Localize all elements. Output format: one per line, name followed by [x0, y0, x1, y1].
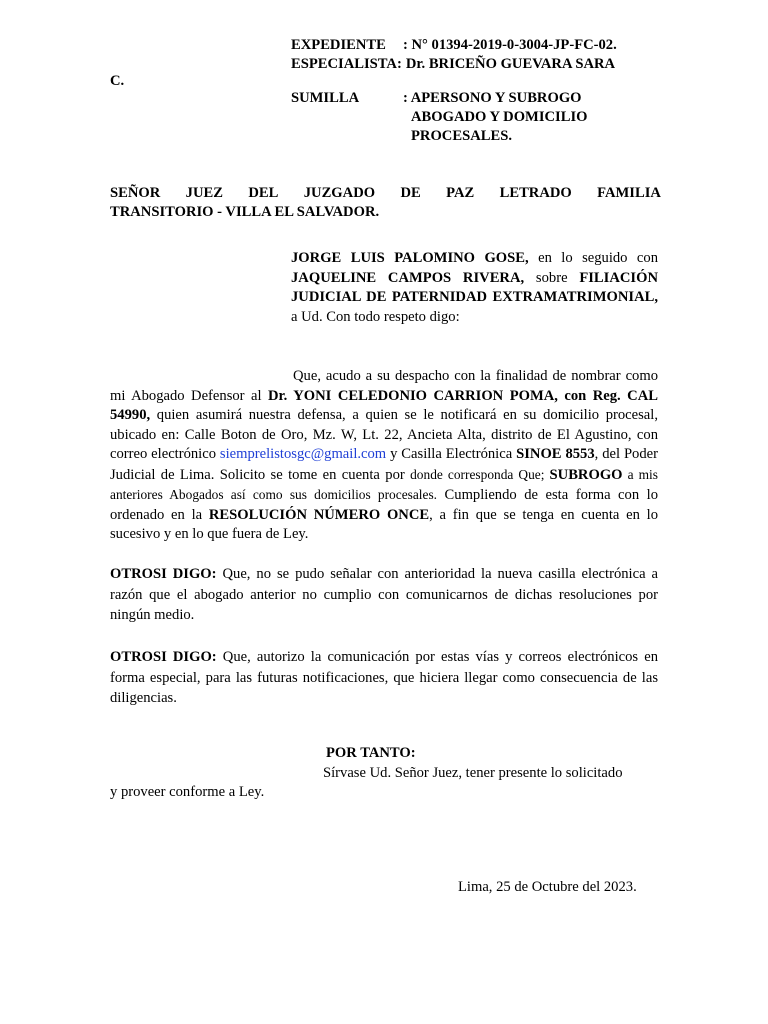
sumilla-line-1: : APERSONO Y SUBROGO [403, 90, 582, 106]
addressee-word: FAMILIA [597, 185, 661, 201]
por-tanto: POR TANTO: [326, 745, 416, 761]
expediente-label: EXPEDIENTE [291, 37, 386, 53]
sumilla-block [291, 89, 651, 146]
otrosi-paragraph-2: OTROSI DIGO: Que, autorizo la comunicación por estas vías y correos electrónicos en forma especial, para las futuras notificaciones, que hiciera llegar como consecuencia de las diligencias. [110, 649, 658, 706]
case-matter: FILIACIÓN JUDICIAL DE PATERNIDAD EXTRAMATRIMONIAL, [291, 269, 658, 305]
otrosi-paragraph-1: OTROSI DIGO: Que, no se pudo señalar con anterioridad la nueva casilla electrónica a razón que el abogado anterior no cumplio con comunicarnos de dichas resoluciones por ningún medio. [110, 566, 658, 623]
otrosi-label: OTROSI DIGO: [110, 566, 217, 582]
especialista-label: ESPECIALISTA: [291, 56, 402, 72]
closing-line-1: Sírvase Ud. Señor Juez, tener presente lo solicitado [323, 765, 623, 781]
sumilla-line-2: ABOGADO Y DOMICILIO [411, 109, 588, 125]
sinoe-number: SINOE 8553 [516, 446, 595, 462]
addressee [110, 184, 661, 222]
addressee-word: DEL [248, 185, 279, 201]
petitioner-name: JORGE LUIS PALOMINO GOSE, [291, 250, 529, 266]
especialista-wrap: C. [110, 73, 125, 89]
subrogo-keyword: SUBROGO [549, 466, 623, 483]
counterpart-name: JAQUELINE CAMPOS RIVERA, [291, 269, 525, 286]
especialista-value: Dr. BRICEÑO GUEVARA SARA [405, 56, 616, 72]
document-date: Lima, 25 de Octubre del 2023. [458, 879, 637, 895]
otrosi-label: OTROSI DIGO: [110, 649, 217, 665]
closing-line-2: y proveer conforme a Ley. [110, 784, 265, 800]
main-paragraph: Que, acudo a su despacho con la finalidad de nombrar como mi Abogado Defensor al Dr. YONI CELEDONIO CARRION POMA, con Reg. CAL 54990, quien asumirá nuestra defensa, a quien se le notificará en su domicilio procesal, ubicado en: Calle Boton de Oro, Mz. W, Lt. 22, Ancieta Alta, distrito de El Agustino, con correo electrónico siemprelistosgc@gmail.com y Casilla Electrónica SINOE 8553, del Poder Judicial de Lima. Solicito se tome en cuenta por donde corresponda Que; SUBROGO a mis anteriores Abogados así como sus domicilios procesales. Cumpliendo de esta forma con lo ordenado en la RESOLUCIÓN NÚMERO ONCE, a fin que se tenga en cuenta en lo sucesivo y en lo que fuera de Ley. [110, 368, 658, 542]
lawyer-name: Dr. YONI CELEDONIO CARRION POMA, con Reg. CAL 54990, [110, 387, 658, 423]
addressee-line-2: TRANSITORIO - VILLA EL SALVADOR. [110, 204, 380, 220]
addressee-word: SEÑOR [110, 185, 161, 201]
resolucion-keyword: RESOLUCIÓN NÚMERO ONCE [208, 506, 430, 523]
addressee-word: LETRADO [499, 185, 572, 201]
email-link[interactable]: siemprelistosgc@gmail.com [219, 446, 387, 462]
intro-paragraph: JORGE LUIS PALOMINO GOSE, en lo seguido con JAQUELINE CAMPOS RIVERA, sobre FILIACIÓN JUDICIAL DE PATERNIDAD EXTRAMATRIMONIAL, a Ud. Con todo respeto digo: [291, 250, 658, 325]
sumilla-line-3: PROCESALES. [411, 128, 512, 144]
expediente-row [291, 36, 671, 55]
sumilla-label: SUMILLA [291, 90, 360, 106]
especialista-row [291, 55, 671, 74]
expediente-value: : N° 01394-2019-0-3004-JP-FC-02. [403, 37, 617, 53]
header-block [291, 36, 671, 74]
addressee-word: DE [400, 185, 421, 201]
addressee-word: JUEZ [185, 185, 223, 201]
addressee-line-1 [110, 184, 661, 203]
addressee-word: JUZGADO [303, 185, 376, 201]
addressee-word: PAZ [446, 185, 475, 201]
